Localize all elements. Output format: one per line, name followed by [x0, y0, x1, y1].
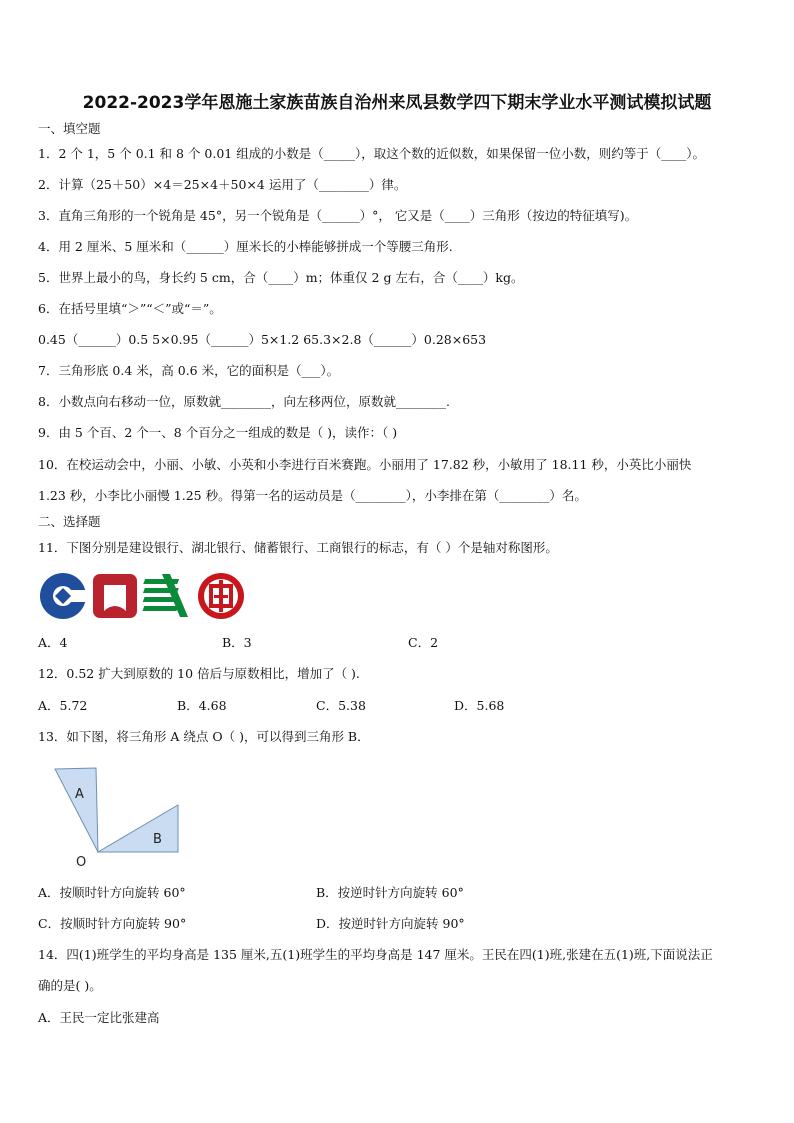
postal-bank-logo-icon — [142, 574, 188, 617]
q12-option-b: B．4.68 — [177, 698, 227, 713]
hubei-bank-logo-icon — [93, 574, 137, 618]
page-title: 2022-2023学年恩施土家族苗族自治州来凤县数学四下期末学业水平测试模拟试题 — [82, 93, 712, 113]
label-b: B — [153, 832, 162, 847]
section-choice: 二、选择题 — [38, 514, 101, 529]
triangle-a — [55, 768, 98, 852]
q14-option-a: A．王民一定比张建高 — [38, 1010, 160, 1025]
q12-option-c: C．5.38 — [316, 698, 366, 713]
bank-logos — [38, 571, 248, 621]
question-14-line2: 确的是( )。 — [38, 978, 102, 993]
label-a: A — [75, 787, 84, 802]
q12-option-a: A．5.72 — [38, 698, 88, 713]
question-6-items: 0.45（______）0.5 5×0.95（______）5×1.2 65.3×2.8（______）0.28×653 — [38, 332, 487, 347]
q13-option-a: A．按顺时针方向旋转 60° — [38, 885, 186, 900]
question-4: 4．用 2 厘米、5 厘米和（______）厘米长的小棒能够拼成一个等腰三角形. — [38, 239, 453, 254]
question-5: 5．世界上最小的鸟，身长约 5 cm，合（____）m；体重仅 2 g 左右，合（____）kg。 — [38, 270, 524, 285]
question-13: 13．如下图，将三角形 A 绕点 O（ )，可以得到三角形 B． — [38, 729, 370, 744]
label-o: O — [76, 855, 87, 870]
q13-option-c: C．按顺时针方向旋转 90° — [38, 916, 187, 931]
question-8: 8．小数点向右移动一位，原数就________，向左移两位，原数就________. — [38, 394, 450, 409]
ccb-logo-icon — [40, 573, 87, 619]
q13-option-b: B．按逆时针方向旋转 60° — [316, 885, 464, 900]
q11-option-a: A．4 — [38, 635, 68, 650]
icbc-logo-icon — [198, 573, 244, 619]
question-9: 9．由 5 个百、2 个一、8 个百分之一组成的数是（ )，读作：（ ) — [38, 425, 398, 440]
question-2: 2．计算（25＋50）×4＝25×4＋50×4 运用了（________）律。 — [38, 177, 407, 192]
question-1: 1．2 个 1，5 个 0.1 和 8 个 0.01 组成的小数是（_____），取这个数的近似数，如果保留一位小数，则约等于（____）。 — [38, 146, 705, 161]
q13-option-d: D．按逆时针方向旋转 90° — [316, 916, 465, 931]
question-6: 6．在括号里填“＞”“＜”或“＝”。 — [38, 301, 222, 316]
rotation-figure — [50, 765, 190, 870]
question-7: 7．三角形底 0.4 米，高 0.6 米，它的面积是（___）。 — [38, 363, 340, 378]
question-14-line1: 14．四(1)班学生的平均身高是 135 厘米,五(1)班学生的平均身高是 147 厘米。王民在四(1)班,张建在五(1)班,下面说法正 — [38, 947, 713, 962]
question-10-line2: 1.23 秒，小李比小丽慢 1.25 秒。得第一名的运动员是（________），小李排在第（________）名。 — [38, 488, 587, 503]
q11-option-b: B．3 — [222, 635, 252, 650]
section-fill-in: 一、填空题 — [38, 121, 101, 136]
question-12: 12．0.52 扩大到原数的 10 倍后与原数相比，增加了（ ). — [38, 666, 360, 681]
triangle-b — [98, 805, 178, 852]
question-3: 3．直角三角形的一个锐角是 45°，另一个锐角是（______）°， 它又是（____）三角形（按边的特征填写)。 — [38, 208, 638, 223]
q12-option-d: D．5.68 — [454, 698, 505, 713]
q11-option-c: C．2 — [408, 635, 439, 650]
question-11: 11．下图分别是建设银行、湖北银行、储蓄银行、工商银行的标志，有（ ）个是轴对称图形。 — [38, 540, 558, 555]
question-10-line1: 10．在校运动会中，小丽、小敏、小英和小李进行百米赛跑。小丽用了 17.82 秒，小敏用了 18.11 秒，小英比小丽快 — [38, 457, 692, 472]
